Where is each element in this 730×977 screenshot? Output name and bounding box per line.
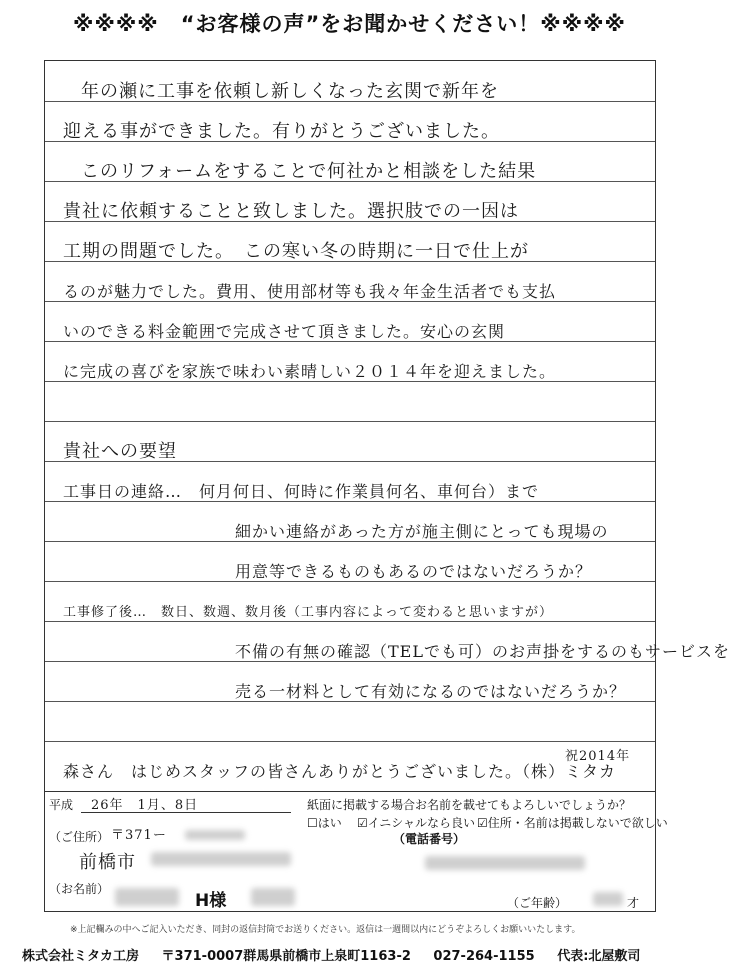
handwritten-line: 細かい連絡があった方が施主側にとっても現場の bbox=[235, 522, 609, 541]
ruled-line bbox=[45, 421, 655, 422]
handwritten-line: 不備の有無の確認（TELでも可）のお声掛をするのもサービスを bbox=[235, 642, 730, 661]
page-title: ※※※※ “お客様の声”をお聞かせください！※※※※ bbox=[73, 12, 626, 36]
handwritten-line: いのできる料金範囲で完成させて頂きました。安心の玄関 bbox=[63, 322, 506, 341]
address-label: （ご住所） bbox=[49, 830, 110, 844]
ruled-line bbox=[45, 621, 655, 622]
consent-question: 紙面に掲載する場合お名前を載せてもよろしいでしょうか？ bbox=[307, 798, 632, 812]
option-initial: ☑イニシャルなら良い bbox=[357, 816, 476, 830]
handwritten-line: 貴社に依頼することと致しました。選択肢での一因は bbox=[63, 201, 519, 222]
company-phone: 027-264-1155 bbox=[433, 949, 535, 964]
company-name: 株式会社ミタカ工房 bbox=[22, 949, 140, 964]
redacted-name-suffix bbox=[251, 888, 295, 906]
age-unit: 才 bbox=[627, 896, 640, 910]
redacted-address bbox=[151, 852, 291, 866]
ruled-line bbox=[45, 741, 655, 742]
redacted-age bbox=[593, 892, 623, 906]
name-value: H様 bbox=[195, 891, 227, 911]
handwritten-line: 工事日の連絡… 何月何日、何時に作業員何名、車何台）まで bbox=[63, 482, 540, 501]
handwritten-line: るのが魅力でした。費用、使用部材等も我々年金生活者でも支払 bbox=[63, 282, 557, 301]
handwritten-heading: 貴社への要望 bbox=[63, 441, 177, 462]
redacted-phone bbox=[425, 856, 585, 870]
handwritten-line: 工事修了後… 数日、数週、数月後（工事内容によって変わると思いますが） bbox=[63, 605, 554, 620]
era-label: 平成 bbox=[49, 798, 74, 812]
handwritten-line: このリフォームをすることで何社かと相談をした結果 bbox=[81, 161, 537, 182]
handwritten-line: 迎える事ができました。有りがとうございました。 bbox=[63, 121, 500, 142]
option-yes: ☐はい bbox=[307, 816, 342, 830]
redacted-name bbox=[115, 888, 179, 906]
company-representative: 代表:北屋敷司 bbox=[557, 949, 641, 964]
postal-code-value: 〒371ー bbox=[111, 828, 167, 843]
handwritten-closing: 森さん はじめスタッフの皆さんありがとうございました。（株）ミタカ bbox=[63, 762, 617, 781]
handwritten-stamp: 祝2014年 bbox=[565, 749, 631, 764]
instructions-note: ※上記欄みの中へご記入いただき、同封の返信封筒でお送りください。返信は一週間以内にどうぞよろしくお願いいたします。 bbox=[70, 925, 581, 935]
personal-info-section bbox=[45, 791, 668, 914]
date-value: 26年 1月、8日 bbox=[91, 798, 199, 813]
name-label: （お名前） bbox=[49, 882, 110, 896]
handwritten-line: 年の瀬に工事を依頼し新しくなった玄関で新年を bbox=[81, 81, 499, 102]
city-value: 前橋市 bbox=[79, 852, 136, 873]
option-no-publish: ☑住所・名前は掲載しないで欲しい bbox=[477, 816, 668, 830]
redacted-postal bbox=[185, 830, 245, 840]
date-underline bbox=[81, 812, 291, 813]
company-footer bbox=[22, 945, 682, 964]
handwritten-line: 工期の問題でした。 この寒い冬の時期に一日で仕上が bbox=[63, 241, 529, 262]
phone-label: （電話番号） bbox=[393, 832, 466, 846]
handwritten-line: 売る一材料として有効になるのではないだろうか？ bbox=[235, 682, 627, 701]
age-label: （ご年齢） bbox=[507, 896, 568, 910]
company-address: 〒371-0007群馬県前橋市上泉町1163-2 bbox=[161, 949, 411, 964]
handwritten-line: に完成の喜びを家族で味わい素晴しい２０１４年を迎えました。 bbox=[63, 362, 557, 381]
feedback-form-frame bbox=[44, 60, 730, 912]
handwritten-line: 用意等できるものもあるのではないだろうか？ bbox=[235, 562, 593, 581]
